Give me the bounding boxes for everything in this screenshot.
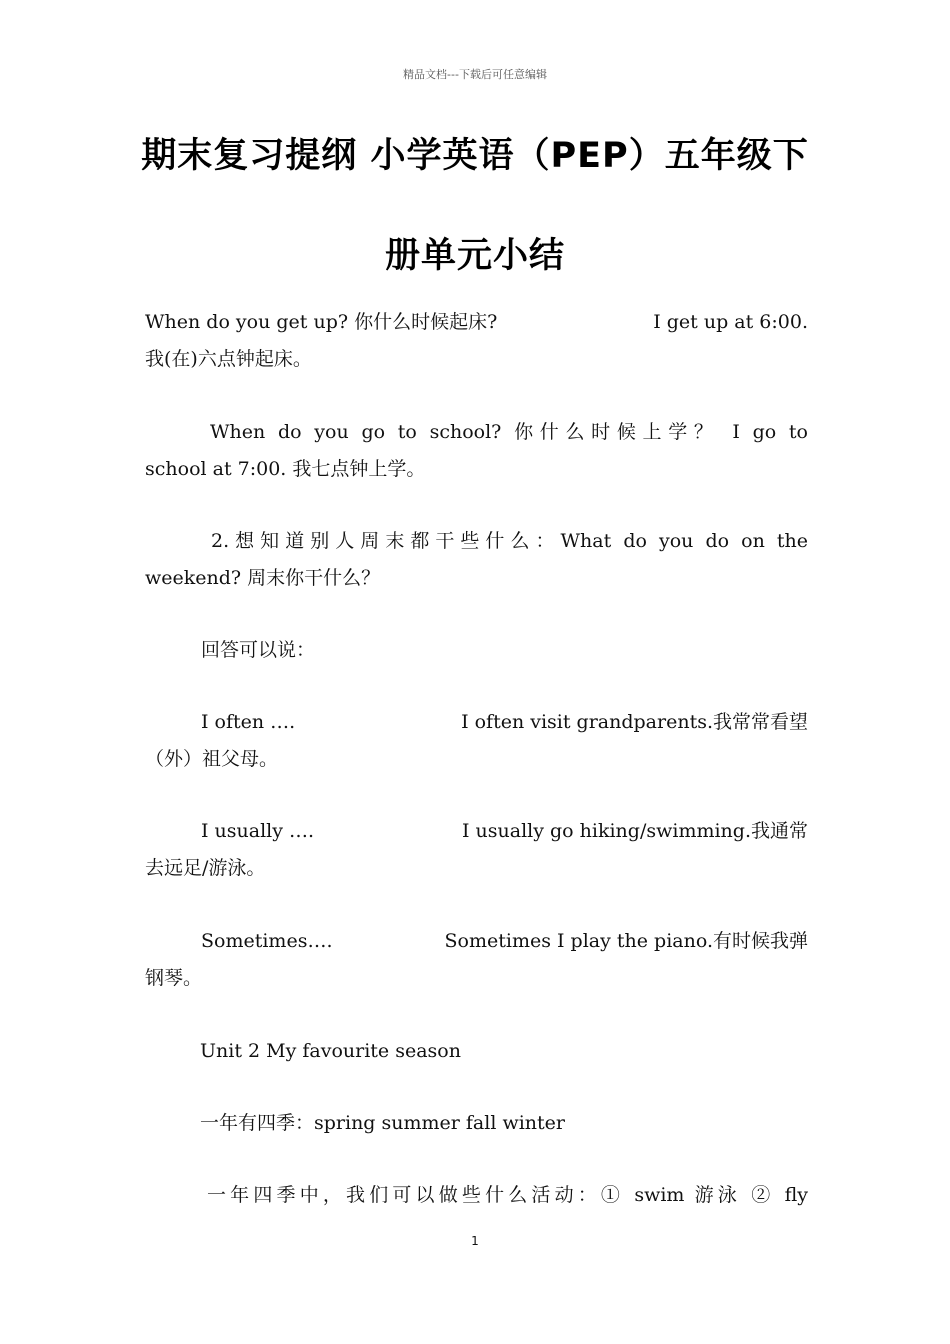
page-number: 1	[471, 1234, 479, 1248]
paragraph-usually	[145, 813, 808, 887]
paragraph-text: 我(在)六点钟起床。	[145, 348, 312, 370]
paragraph-text: 回答可以说：	[201, 639, 316, 661]
paragraph-text: I often visit grandparents.我常常看望	[461, 711, 808, 733]
paragraph-go-to-school	[145, 414, 808, 488]
paragraph-four-seasons	[145, 1105, 808, 1142]
paragraph-text: 一年有四季：spring summer fall winter	[200, 1112, 565, 1134]
paragraph-text: I usually go hiking/swimming.我通常	[461, 820, 808, 842]
document-title-line-1: 期末复习提纲 小学英语（PEP）五年级下	[141, 136, 809, 176]
paragraph-answer-intro	[145, 632, 808, 669]
paragraph-weekend	[145, 523, 808, 597]
paragraph-text: 钢琴。	[145, 967, 203, 989]
paragraph-text: Unit 2 My favourite season	[200, 1040, 461, 1062]
paragraph-season-activities	[145, 1177, 808, 1214]
paragraph-text: When do you get up? 你什么时候起床?	[145, 311, 498, 333]
paragraph-text: Sometimes….	[201, 930, 333, 952]
paragraph-text: weekend? 周末你干什么？	[145, 567, 381, 589]
section-heading-unit-2	[145, 1033, 808, 1070]
paragraph-text: I often ….	[201, 711, 296, 733]
page-header: 精品文档---下载后可任意编辑	[403, 68, 547, 81]
paragraph-text: 一年四季中，我们可以做些什么活动：① swim 游泳 ② fly	[207, 1184, 808, 1206]
document-title-line-2: 册单元小结	[384, 236, 565, 276]
paragraph-text: Sometimes I play the piano.有时候我弹	[444, 930, 808, 952]
paragraph-sometimes	[145, 923, 808, 997]
paragraph-text: （外）祖父母。	[145, 748, 279, 770]
paragraph-often	[145, 704, 808, 778]
paragraph-text: When do you go to school? 你什么时候上学？ I go to	[210, 421, 808, 443]
paragraph-get-up	[145, 304, 808, 378]
paragraph-text: 2.想知道别人周末都干些什么：What do you do on the	[211, 530, 808, 552]
paragraph-text: I get up at 6:00.	[653, 311, 808, 333]
paragraph-text: school at 7:00. 我七点钟上学。	[145, 458, 426, 480]
paragraph-text: I usually ….	[201, 820, 315, 842]
paragraph-text: 去远足/游泳。	[145, 857, 266, 879]
